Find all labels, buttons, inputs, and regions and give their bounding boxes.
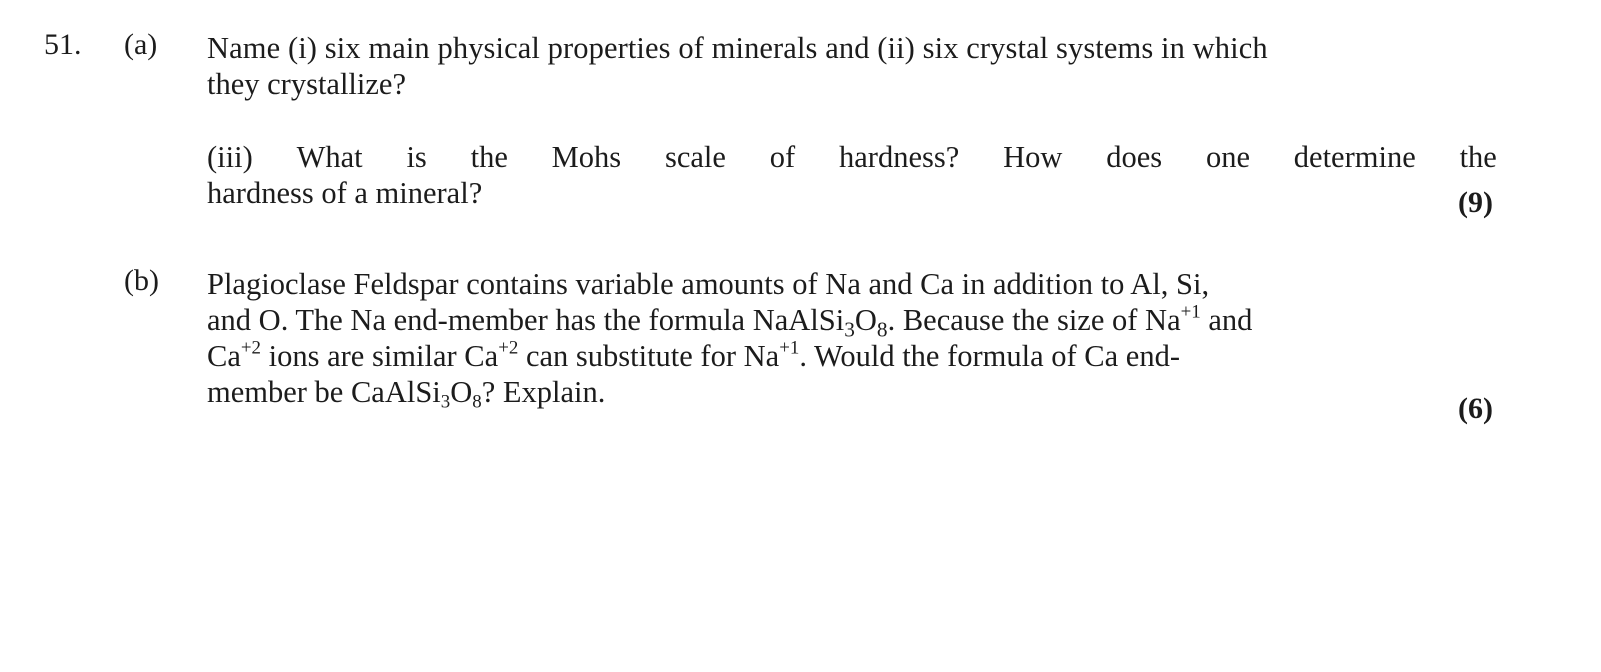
part-b-line-3 xyxy=(207,338,1497,374)
sub-iii-word: the xyxy=(1459,140,1497,174)
sub-iii-word: hardness? xyxy=(839,140,960,174)
sub-iii-word: the xyxy=(470,140,508,174)
part-b-line-2-text-a: and O. The Na end-member has the formula NaAlSi xyxy=(207,303,845,337)
na-charge-superscript-2: +1 xyxy=(779,337,800,359)
ca-charge-superscript-1: +2 xyxy=(240,337,262,359)
part-b-line-4-text-a: member be CaAlSi xyxy=(207,375,441,409)
part-b-line-4-text-b: O xyxy=(450,375,473,409)
sub-iii-word: one xyxy=(1205,140,1250,174)
part-b-line-3-text-d: . Would the formula of Ca end- xyxy=(799,339,1180,373)
part-a-question xyxy=(207,30,1497,102)
part-a-line-2: they crystallize? xyxy=(207,67,406,101)
part-a-sub-iii xyxy=(207,139,1497,211)
part-a-line-1: Name (i) six main physical properties of minerals and (ii) six crystal systems in which xyxy=(207,31,1268,65)
sub-iii-word: Mohs xyxy=(551,140,622,174)
formula-subscript-3b: 3 xyxy=(440,391,451,413)
sub-iii-word: What xyxy=(296,140,363,174)
part-b-marks: (6) xyxy=(1458,392,1493,425)
sub-iii-word: How xyxy=(1003,140,1063,174)
part-b-line-4-text-c: ? Explain. xyxy=(481,375,606,409)
part-b-line-3-text-b: ions are similar Ca xyxy=(261,339,499,373)
part-a-label: (a) xyxy=(124,28,158,61)
sub-iii-word: does xyxy=(1106,140,1163,174)
part-b-line-2-text-d: and xyxy=(1200,303,1253,337)
sub-iii-word: scale xyxy=(664,140,726,174)
formula-subscript-8b: 8 xyxy=(472,391,482,413)
part-a-sub-iii-line-1 xyxy=(207,139,1497,175)
part-b-line-2-text-c: . Because the size of Na xyxy=(887,303,1181,337)
sub-iii-word: is xyxy=(406,140,427,174)
formula-subscript-3: 3 xyxy=(844,317,855,342)
part-b-line-3-text-a: Ca xyxy=(207,339,241,373)
na-charge-superscript: +1 xyxy=(1180,301,1201,323)
part-b-line-3-text-c: can substitute for Na xyxy=(518,339,780,373)
part-b-line-2-text-b: O xyxy=(854,303,877,337)
sub-iii-word: (iii) xyxy=(207,140,253,174)
question-number: 51. xyxy=(44,28,82,61)
part-b-line-4 xyxy=(207,374,1497,413)
sub-iii-word: of xyxy=(769,140,796,174)
part-b-question xyxy=(207,266,1497,413)
part-b-line-1: Plagioclase Feldspar contains variable amounts of Na and Ca in addition to Al, Si, xyxy=(207,267,1210,301)
formula-subscript-8: 8 xyxy=(876,317,888,342)
part-b-line-2 xyxy=(207,301,1497,342)
sub-iii-word: determine xyxy=(1293,140,1416,174)
part-b-label: (b) xyxy=(124,264,159,297)
part-a-sub-iii-line-2: hardness of a mineral? xyxy=(207,176,483,210)
part-a-marks: (9) xyxy=(1458,186,1493,219)
ca-charge-superscript-2: +2 xyxy=(498,337,519,359)
